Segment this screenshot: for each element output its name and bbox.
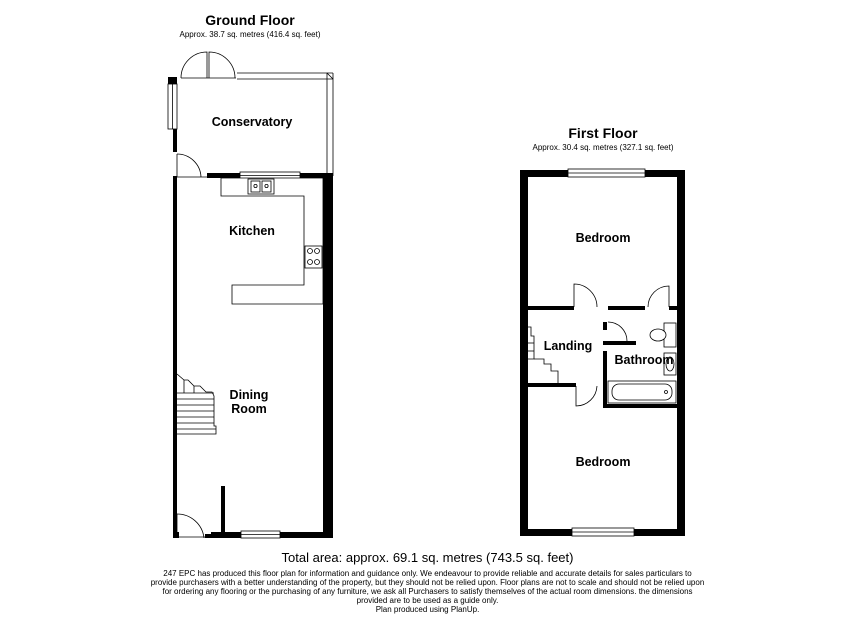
first-floor-area: Approx. 30.4 sq. metres (327.1 sq. feet) [532, 143, 674, 152]
dining-window [241, 531, 280, 538]
ground-floor-stairs [177, 374, 216, 434]
room-label-landing: Landing [543, 339, 593, 353]
disclaimer [150, 569, 705, 614]
front-door [177, 514, 211, 538]
conservatory-door [177, 154, 207, 177]
ground-floor-title: Ground Floor [205, 12, 295, 28]
room-label-kitchen: Kitchen [229, 224, 275, 238]
kitchen-worktops [221, 178, 323, 304]
room-label-dining-line1: Dining [229, 388, 269, 402]
bath [608, 381, 676, 403]
room-label-bathroom: Bathroom [614, 353, 674, 367]
first-floor-stairs [528, 327, 558, 383]
cupboard-door [648, 286, 669, 307]
toilet [650, 323, 676, 347]
total-area: Total area: approx. 69.1 sq. metres (743.5 sq. feet) [281, 550, 574, 565]
hob [305, 246, 322, 268]
room-label-dining-line2: Room [231, 402, 267, 416]
first-floor-front-window [568, 169, 645, 177]
room-label-conservatory: Conservatory [211, 115, 293, 129]
french-doors [181, 52, 236, 78]
conservatory-door-swing [177, 154, 201, 177]
bedroom-front-door [574, 284, 597, 307]
first-floor-rear-window [572, 528, 634, 536]
room-label-bedroom-rear: Bedroom [575, 455, 631, 469]
room-label-bedroom-front: Bedroom [575, 231, 631, 245]
first-floor-title: First Floor [568, 125, 638, 141]
bathroom-door [608, 322, 627, 341]
disclaimer-text: 247 EPC has produced this floor plan for information and guidance only. We endeavour to provide reliable and accurate details for sales particulars to provide purchasers with a better understanding of the property, but they should not be relied upon. Floor plans are not to scale and should not be relied upon for ordering any flooring or the purchasing of any furniture, we ask all Purchasers to satisfy themselves of the actual room dimensions. the dimensions provided are to be used as a guide only. [150, 569, 705, 605]
bedroom-rear-door [576, 386, 597, 406]
credit-text: Plan produced using PlanUp. [375, 605, 480, 614]
ground-floor-area: Approx. 38.7 sq. metres (416.4 sq. feet) [179, 30, 321, 39]
